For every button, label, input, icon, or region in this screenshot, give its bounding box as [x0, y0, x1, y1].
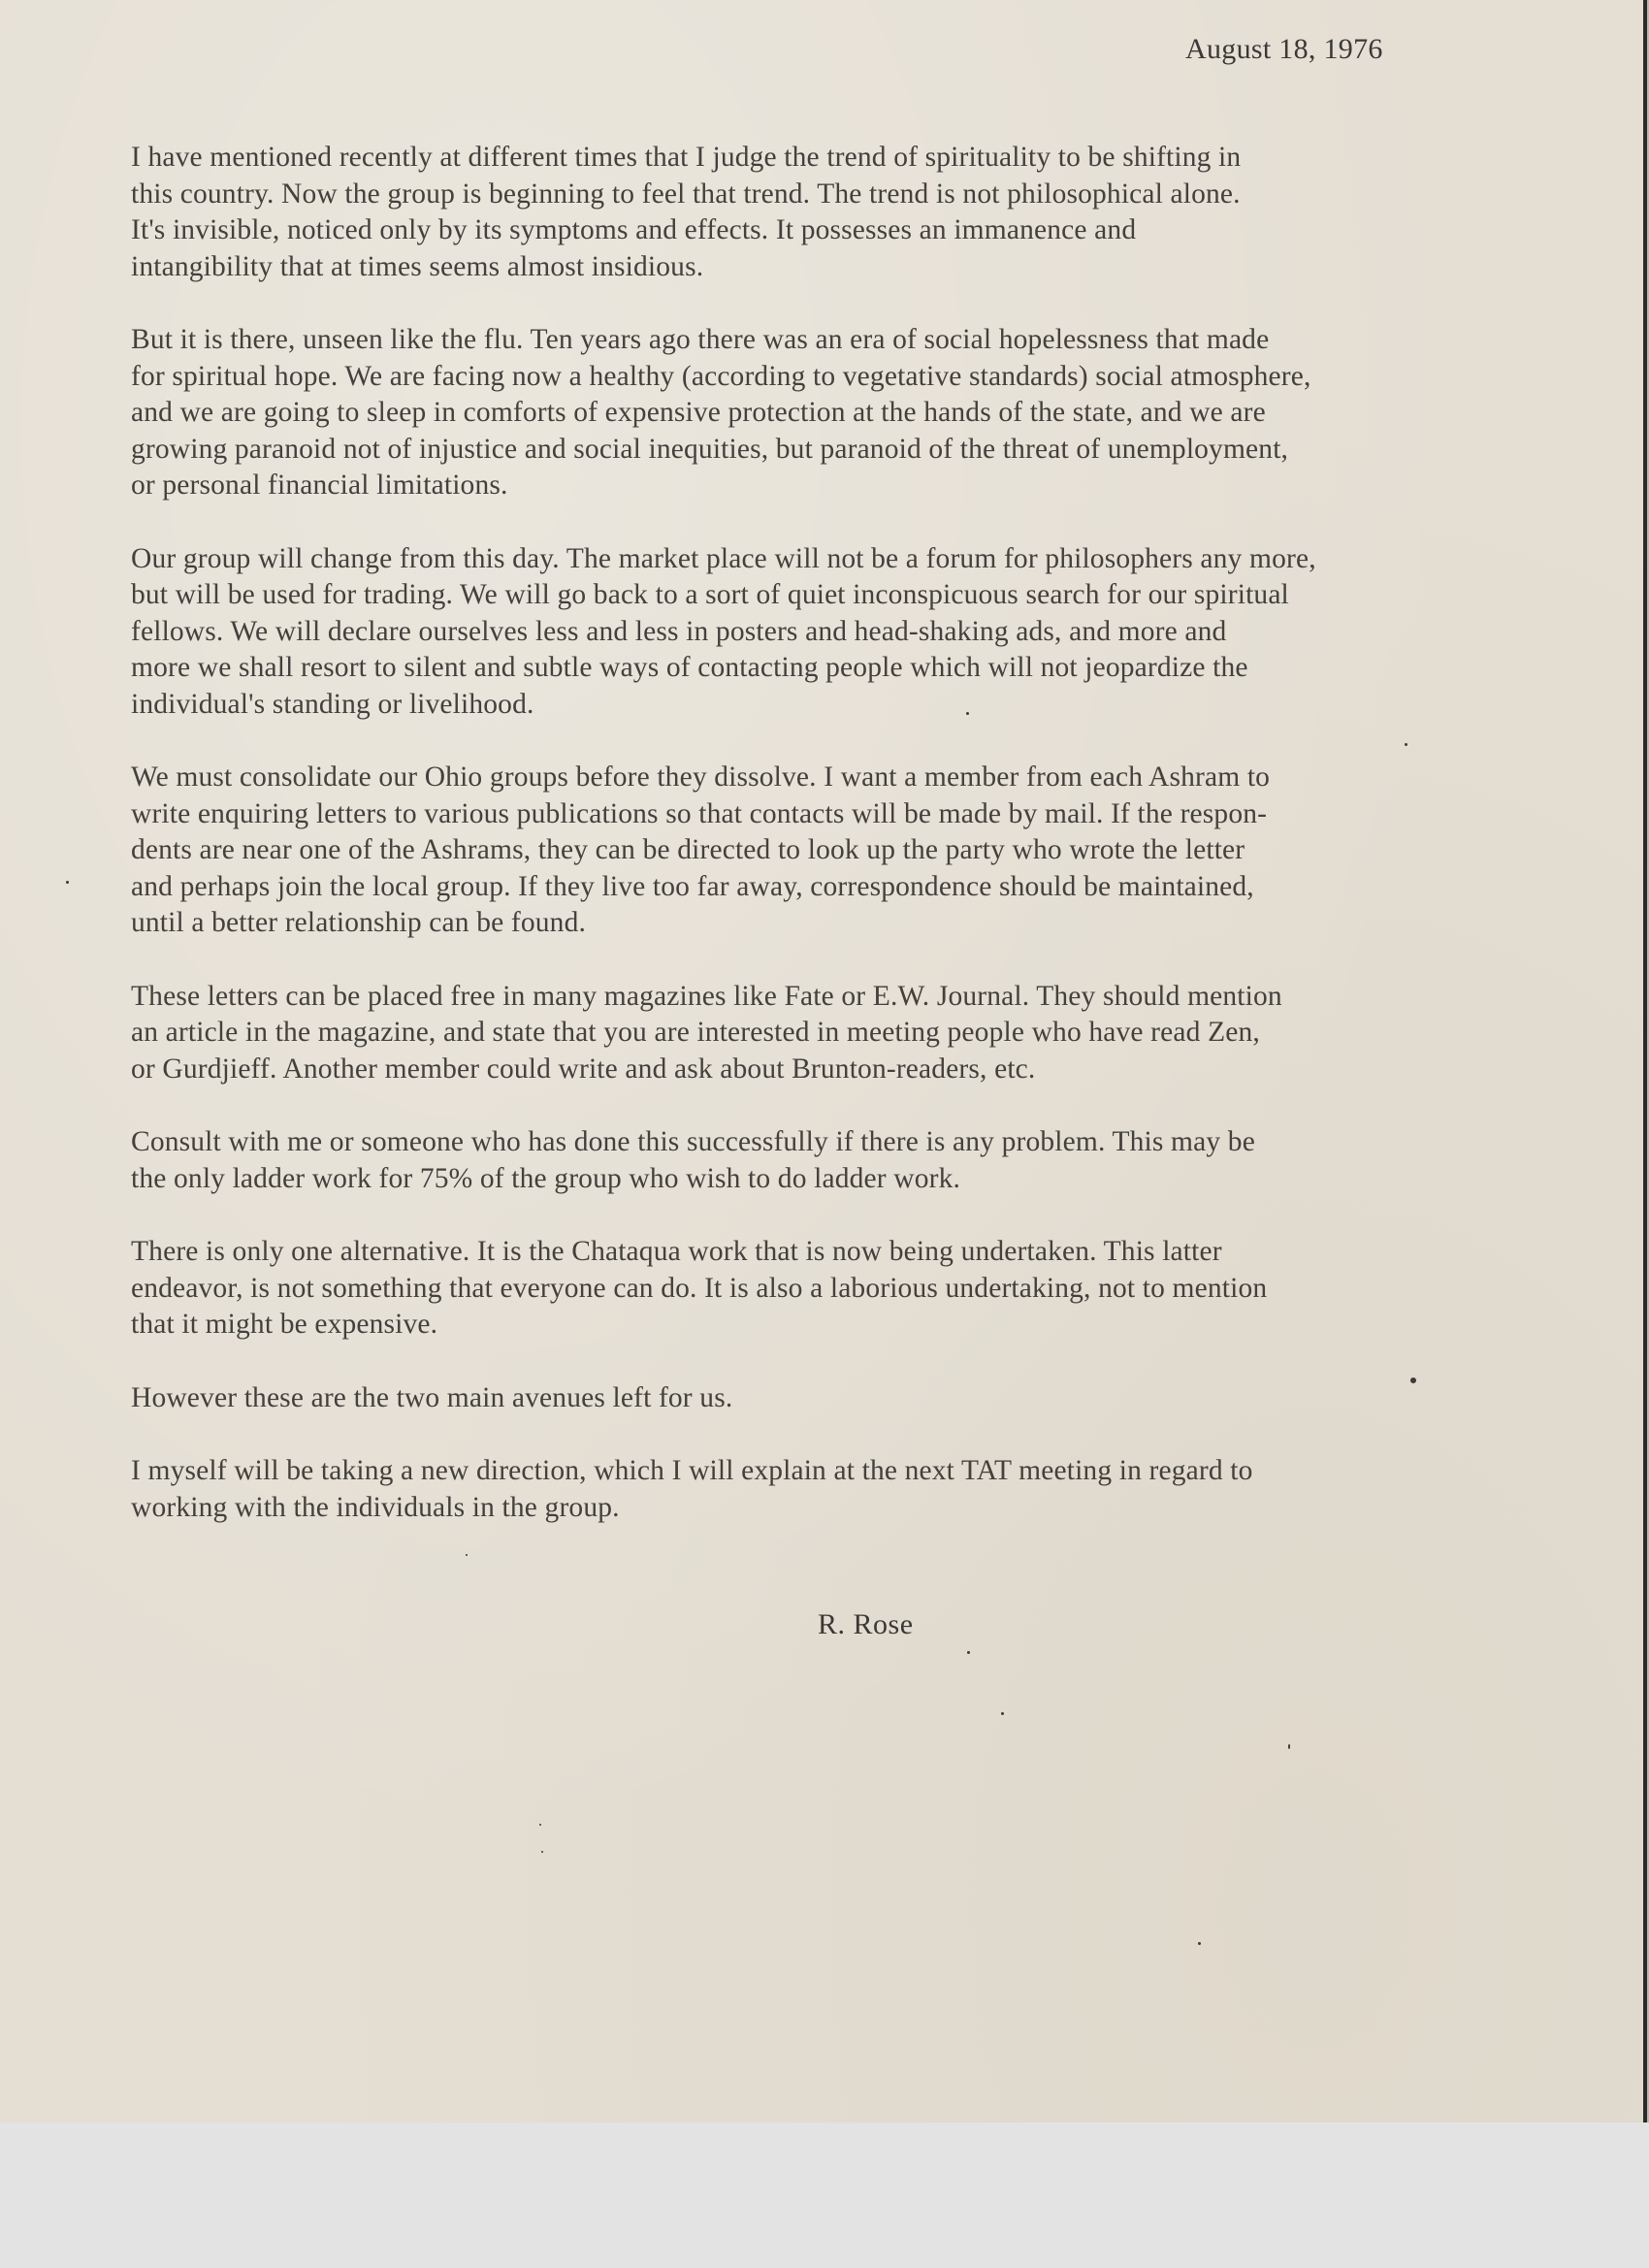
paragraph-group-change: Our group will change from this day. The market place will not be a forum for philosophers any more, but will be used for trading. We will go back to a sort of quiet inconspicuous search for our spiritual fellows. We will declare ourselves less and less in posters and head-shaking ads, and more and more we shall resort to silent and subtle ways of contacting people which will not jeopardize the individual's standing or livelihood. — [131, 542, 1316, 720]
scan-speck — [66, 881, 69, 884]
paragraph-ohio-groups: We must consolidate our Ohio groups before they dissolve. I want a member from each Ashram to write enquiring letters to various publications so that contacts will be made by mail. If the respon- dents are near one of the Ashrams, they can be directed to look up the party who wrote the letter and perhaps join the local group. If they live too far away, correspondence should be maintained, until a better relationship can be found. — [131, 761, 1271, 938]
scan-speck — [1198, 1942, 1201, 1945]
scan-speck — [1001, 1712, 1004, 1715]
scan-speck — [539, 1824, 541, 1826]
paragraph-two-avenues: However these are the two main avenues left for us. — [131, 1381, 733, 1413]
signature: R. Rose — [818, 1608, 914, 1640]
letter-date: August 18, 1976 — [1185, 33, 1383, 65]
scan-speck — [1288, 1744, 1290, 1749]
scan-speck — [966, 712, 969, 715]
scan-speck — [466, 1554, 468, 1556]
scan-speck — [1405, 743, 1407, 746]
paragraph-social-atmosphere: But it is there, unseen like the flu. Ten years ago there was an era of social hopelessness that made for spiritual hope. We are facing now a healthy (according to vegetative standards) social atmosphere, and we are going to sleep in comforts of expensive protection at the hands of the state, and we are growing paranoid not of injustice and social inequities, but paranoid of the threat of unemployment, or personal financial limitations. — [131, 324, 1311, 501]
scan-speck — [541, 1851, 543, 1853]
paragraph-consult: Consult with me or someone who has done this successfully if there is any problem. This may be the only ladder work for 75% of the group who wish to do ladder work. — [131, 1126, 1255, 1194]
paragraph-alternative: There is only one alternative. It is the Chataqua work that is now being undertaken. This latter endeavor, is not something that everyone can do. It is also a laborious undertaking, not to mention that it might be expensive. — [131, 1236, 1268, 1340]
scan-speck — [967, 1651, 970, 1654]
paragraph-spirituality-trend: I have mentioned recently at different times that I judge the trend of spirituality to be shifting in this country. Now the group is beginning to feel that trend. The trend is not philosophical alone. It's invisible, noticed only by its symptoms and effects. It possesses an immanence and intangibility that at times seems almost insidious. — [131, 142, 1242, 282]
paragraph-new-direction: I myself will be taking a new direction, which I will explain at the next TAT meeting in regard to working with the individuals in the group. — [131, 1455, 1253, 1523]
scan-speck — [1410, 1377, 1416, 1383]
letter-body — [131, 140, 1605, 1563]
paragraph-magazine-letters: These letters can be placed free in many magazines like Fate or E.W. Journal. They should mention an article in the magazine, and state that you are interested in meeting people who have read Zen, or Gurdjieff. Another member could write and ask about Brunton-readers, etc. — [131, 980, 1282, 1085]
